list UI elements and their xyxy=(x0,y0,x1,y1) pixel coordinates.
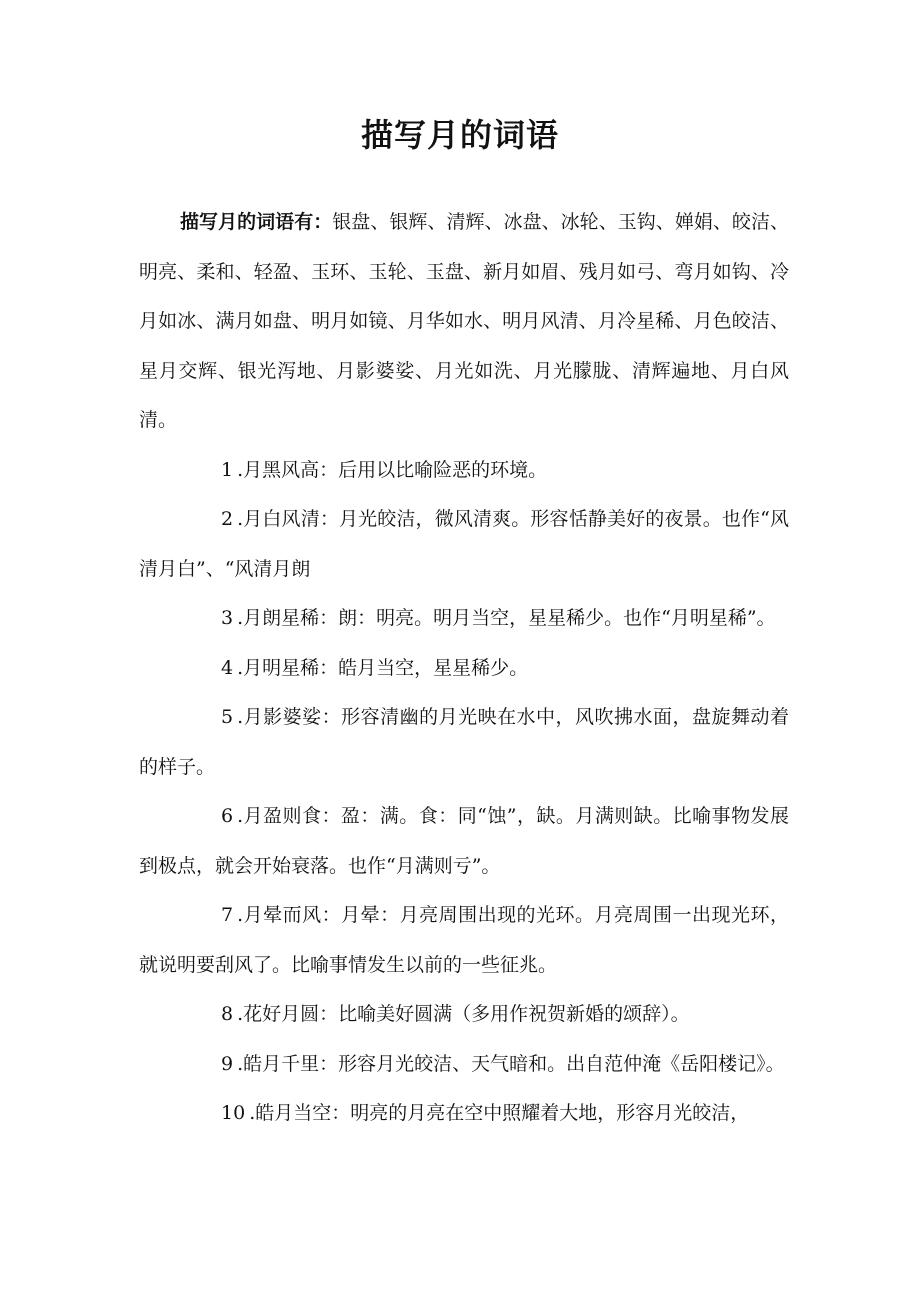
document-title: 描写月的词语 xyxy=(360,116,559,154)
item-text: .花好月圆：比喻美好圆满（多用作祝贺新婚的颂辞）。 xyxy=(237,1003,690,1025)
item-number: 7 xyxy=(221,904,234,926)
list-item xyxy=(139,990,789,1040)
item-text: .月晕而风：月晕：月亮周围出现的光环。月亮周围一出现光环，就说明要刮风了。比喻事情发生以前的一些征兆。 xyxy=(139,904,789,976)
item-text: .月影婆娑：形容清幽的月光映在水中，风吹拂水面，盘旋舞动着的样子。 xyxy=(139,706,789,778)
item-text: .月白风清：月光皎洁，微风清爽。形容恬静美好的夜景。也作“风清月白”、“风清月朗 xyxy=(139,508,789,580)
item-number: 10 xyxy=(221,1102,246,1124)
item-text: .月盈则食：盈：满。食：同“蚀”，缺。月满则缺。比喻事物发展到极点，就会开始衰落。也作“月满则亏”。 xyxy=(139,805,789,877)
list-item xyxy=(139,891,789,990)
list-item xyxy=(139,644,789,694)
item-number: 1 xyxy=(221,458,234,481)
item-text: .皓月当空：明亮的月亮在空中照耀着大地，形容月光皎洁， xyxy=(249,1102,750,1124)
intro-paragraph xyxy=(139,198,789,446)
list-item xyxy=(139,1040,789,1090)
list-item xyxy=(139,446,789,496)
item-number: 2 xyxy=(221,508,234,530)
item-number: 6 xyxy=(221,805,234,827)
list-item xyxy=(139,693,789,792)
list-item xyxy=(139,594,789,644)
item-number: 9 xyxy=(221,1052,234,1075)
item-number: 3 xyxy=(221,607,234,629)
list-item xyxy=(139,1089,789,1139)
list-item xyxy=(139,792,789,891)
item-text: .月明星稀：皓月当空，星星稀少。 xyxy=(237,656,529,679)
intro-text: 银盘、银辉、清辉、冰盘、冰轮、玉钩、婵娟、皎洁、明亮、柔和、轻盈、玉环、玉轮、玉盘、新月如眉、残月如弓、弯月如钩、冷月如冰、满月如盘、明月如镜、月华如水、明月风清、月冷星稀、月色皎洁、星月交辉、银光泻地、月影婆娑、月光如洗、月光朦胧、清辉遍地、月白风清。 xyxy=(139,211,789,431)
item-number: 8 xyxy=(221,1003,234,1025)
intro-lead: 描写月的词语有： xyxy=(180,211,333,233)
item-number: 4 xyxy=(221,656,234,679)
item-number: 5 xyxy=(221,706,234,728)
item-text: .月黑风高：后用以比喻险恶的环境。 xyxy=(237,458,548,481)
item-text: .月朗星稀：朗：明亮。明月当空，星星稀少。也作“月明星稀”。 xyxy=(237,607,776,629)
document-body xyxy=(139,198,789,1139)
item-text: .皓月千里：形容月光皎洁、天气暗和。出自范仲淹《岳阳楼记》。 xyxy=(237,1052,785,1075)
list-item xyxy=(139,495,789,594)
